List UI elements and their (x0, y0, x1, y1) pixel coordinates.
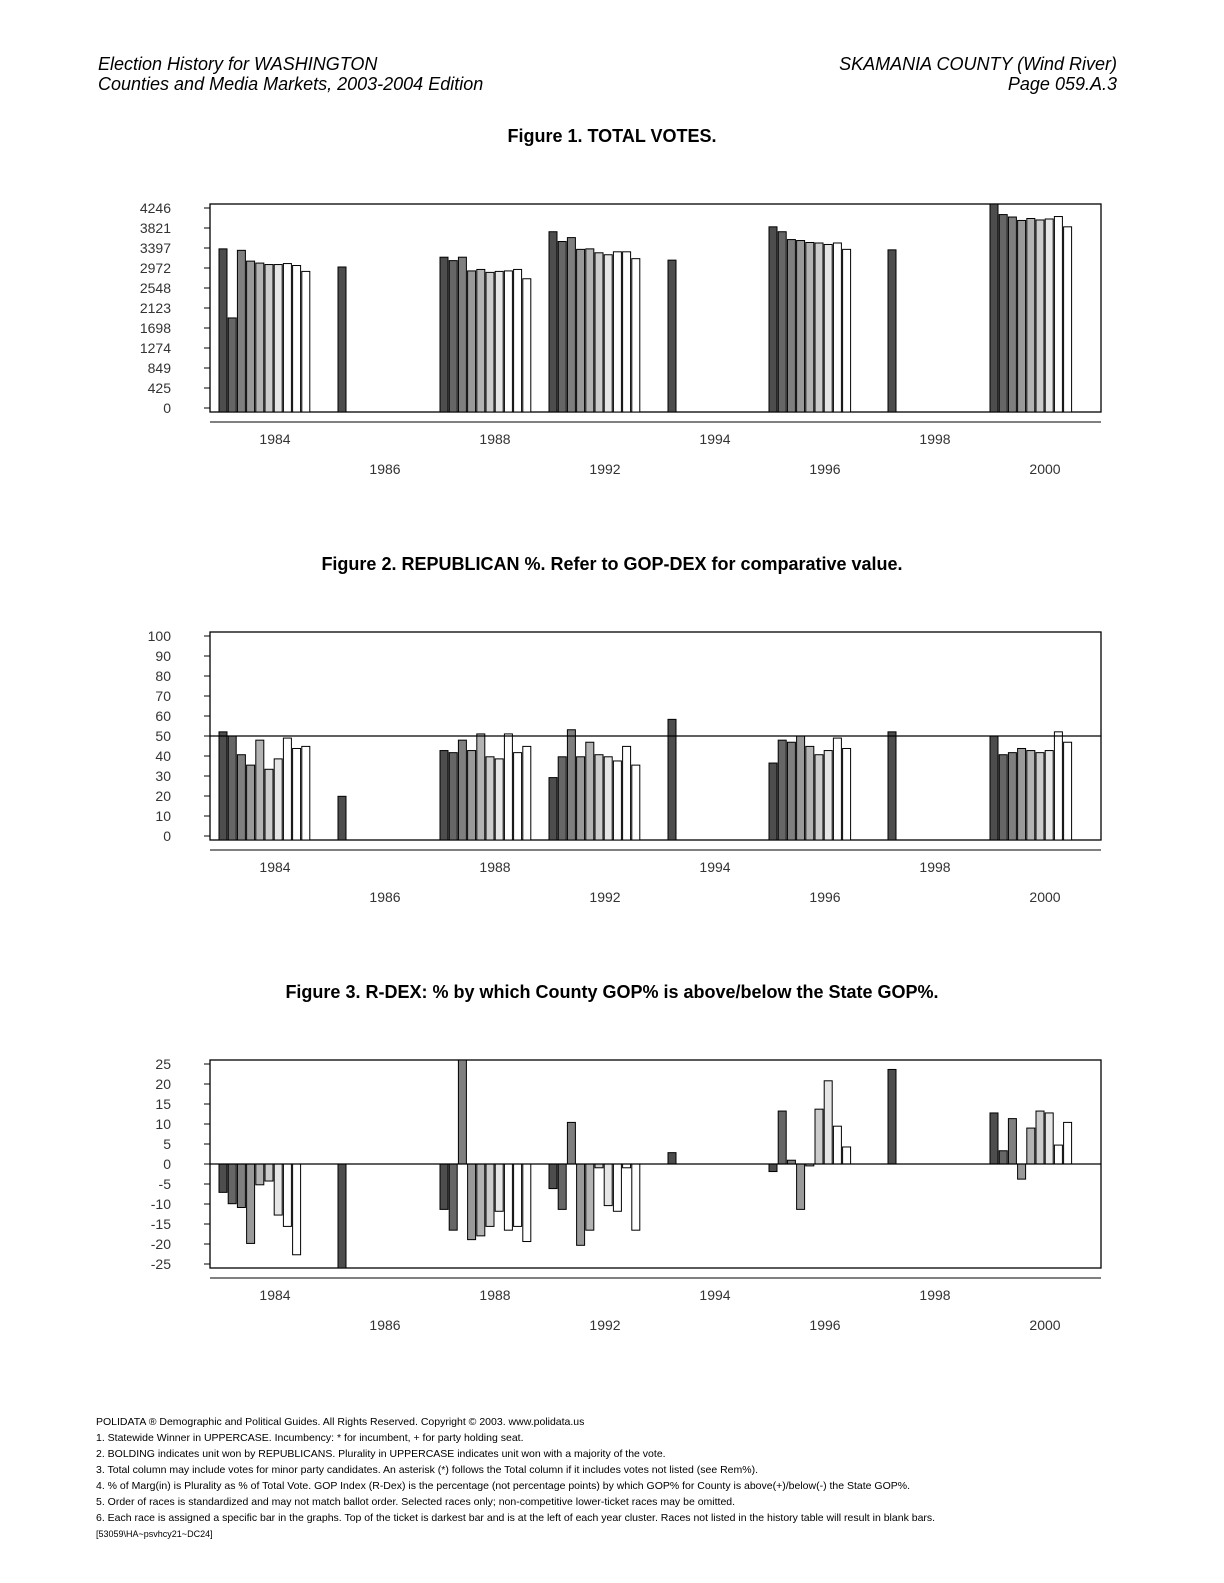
bar-1984 (283, 738, 291, 840)
bar-1996 (833, 243, 841, 412)
y-tick-label: -15 (150, 1216, 171, 1232)
bar-1994 (668, 1153, 676, 1164)
footer-notes (96, 1414, 935, 1542)
bar-1988 (514, 753, 522, 840)
bar-1992 (558, 1164, 566, 1209)
bar-1988 (523, 746, 531, 840)
bar-1984 (228, 1164, 236, 1204)
bar-1992 (595, 755, 603, 840)
bar-2000 (1027, 1128, 1035, 1164)
bar-1988 (486, 272, 494, 412)
bar-1988 (477, 269, 485, 412)
bar-1984 (265, 769, 273, 840)
y-tick-label: 1698 (139, 320, 171, 336)
bar-1992 (632, 1164, 640, 1230)
bar-1996 (843, 249, 851, 412)
y-tick-label: 2548 (139, 280, 171, 296)
bar-1984 (265, 1164, 273, 1181)
bar-1988 (495, 759, 503, 840)
bar-1988 (458, 257, 466, 412)
bar-2000 (1008, 753, 1016, 840)
bar-1992 (586, 742, 594, 840)
x-tick-label: 1996 (809, 1317, 841, 1333)
x-tick-label: 1994 (699, 1287, 731, 1303)
y-tick-label: 100 (147, 628, 171, 644)
x-tick-label: 1984 (259, 1287, 291, 1303)
bar-1988 (458, 740, 466, 840)
bar-1984 (274, 265, 282, 412)
y-tick-label: 3397 (139, 240, 171, 256)
bar-1988 (449, 261, 457, 412)
bar-1988 (504, 1164, 512, 1230)
bar-1988 (514, 1164, 522, 1226)
bar-1998 (888, 1069, 896, 1164)
bar-2000 (1036, 220, 1044, 412)
y-tick-label: 70 (155, 688, 171, 704)
bar-1996 (833, 1126, 841, 1164)
bar-1984 (247, 1164, 255, 1243)
y-tick-label: 2972 (139, 260, 171, 276)
bar-2000 (1054, 1145, 1062, 1164)
footer-line: 1. Statewide Winner in UPPERCASE. Incumbency: * for incumbent, + for party holding seat. (96, 1432, 524, 1444)
bar-1988 (458, 1060, 466, 1164)
bar-1996 (787, 240, 795, 412)
y-tick-label: 30 (155, 768, 171, 784)
footer-line: POLIDATA ® Demographic and Political Guides. All Rights Reserved. Copyright © 2003. www.polidata.us (96, 1416, 585, 1428)
bar-2000 (990, 736, 998, 840)
bar-2000 (1064, 227, 1072, 412)
x-tick-label: 1986 (369, 461, 401, 477)
bar-2000 (1018, 748, 1026, 840)
bar-1992 (595, 253, 603, 412)
bar-1992 (613, 252, 621, 412)
bar-1996 (843, 1147, 851, 1164)
bar-1984 (228, 736, 236, 840)
bar-1992 (632, 765, 640, 840)
bar-1998 (888, 732, 896, 840)
bar-1992 (577, 249, 585, 412)
bar-1998 (888, 250, 896, 412)
bar-1996 (769, 1164, 777, 1172)
y-tick-label: 3821 (139, 220, 171, 236)
y-tick-label: 15 (155, 1096, 171, 1112)
bar-1992 (549, 232, 557, 412)
bar-1984 (228, 318, 236, 412)
header-page: Page 059.A.3 (1007, 74, 1117, 94)
bar-2000 (1018, 1164, 1026, 1179)
bar-1996 (815, 243, 823, 412)
y-tick-label: 10 (155, 1116, 171, 1132)
bar-2000 (999, 215, 1007, 412)
bar-1992 (567, 238, 575, 412)
bar-1988 (486, 1164, 494, 1226)
bar-1992 (567, 730, 575, 840)
x-tick-label: 1988 (479, 431, 511, 447)
y-tick-label: 0 (163, 1156, 171, 1172)
bar-1988 (468, 1164, 476, 1240)
bar-1992 (613, 1164, 621, 1211)
bar-1988 (523, 1164, 531, 1242)
bar-1996 (806, 746, 814, 840)
y-tick-label: 80 (155, 668, 171, 684)
bar-2000 (1045, 751, 1053, 840)
figure-2-title: Figure 2. REPUBLICAN %. Refer to GOP-DEX for comparative value. (321, 554, 903, 574)
figure-1-title: Figure 1. TOTAL VOTES. (507, 126, 717, 146)
y-tick-label: -10 (150, 1196, 171, 1212)
footer-line: 5. Order of races is standardized and may not match ballot order. Selected races only; non-competitive lower-ticket races may be omitted. (96, 1496, 736, 1508)
bar-2000 (1054, 732, 1062, 840)
bar-2000 (990, 204, 998, 412)
header-subtitle: Counties and Media Markets, 2003-2004 Edition (98, 74, 484, 94)
header-title: Election History for WASHINGTON (98, 54, 378, 74)
y-tick-label: 5 (163, 1136, 171, 1152)
bar-1988 (504, 271, 512, 412)
x-tick-label: 1986 (369, 889, 401, 905)
bar-1996 (815, 755, 823, 840)
bar-1996 (806, 243, 814, 412)
x-tick-label: 1992 (589, 889, 621, 905)
bar-1994 (668, 719, 676, 840)
bar-1992 (558, 757, 566, 840)
bar-2000 (1008, 1119, 1016, 1164)
x-tick-label: 1988 (479, 859, 511, 875)
bar-1992 (567, 1122, 575, 1164)
bar-1984 (274, 1164, 282, 1215)
header-right (839, 54, 1117, 94)
y-tick-label: 1274 (139, 340, 171, 356)
bar-1996 (769, 763, 777, 840)
bar-2000 (999, 1151, 1007, 1164)
bar-1992 (549, 778, 557, 840)
y-tick-label: 40 (155, 748, 171, 764)
bar-1986 (338, 267, 346, 412)
y-tick-label: 0 (163, 828, 171, 844)
bar-1986 (338, 796, 346, 840)
x-tick-label: 2000 (1029, 1317, 1061, 1333)
bar-2000 (1045, 1113, 1053, 1164)
bar-1984 (302, 746, 310, 840)
bar-2000 (1008, 217, 1016, 412)
bar-1992 (623, 252, 631, 412)
bar-1996 (797, 1164, 805, 1209)
footer-code: [53059\HA~psvhcy21~DC24] (96, 1529, 213, 1539)
bar-1984 (283, 264, 291, 412)
bar-1992 (613, 761, 621, 840)
bar-1988 (477, 1164, 485, 1236)
bar-1984 (237, 1164, 245, 1207)
x-tick-label: 1998 (919, 431, 951, 447)
x-tick-label: 1986 (369, 1317, 401, 1333)
bar-1984 (237, 250, 245, 412)
x-tick-label: 1988 (479, 1287, 511, 1303)
bar-1984 (293, 748, 301, 840)
bar-1992 (604, 1164, 612, 1206)
bar-1996 (787, 742, 795, 840)
bar-1992 (604, 255, 612, 412)
bar-1988 (486, 757, 494, 840)
bar-1988 (477, 734, 485, 840)
x-tick-label: 1984 (259, 431, 291, 447)
x-tick-label: 1998 (919, 1287, 951, 1303)
y-tick-label: 0 (163, 400, 171, 416)
bar-1988 (449, 753, 457, 840)
header-county: SKAMANIA COUNTY (Wind River) (839, 54, 1117, 74)
bar-1996 (797, 736, 805, 840)
bar-1984 (293, 1164, 301, 1255)
bar-1988 (440, 1164, 448, 1209)
bar-1984 (283, 1164, 291, 1226)
bar-1984 (219, 732, 227, 840)
y-tick-label: 25 (155, 1056, 171, 1072)
y-tick-label: 10 (155, 808, 171, 824)
y-tick-label: 20 (155, 788, 171, 804)
footer-line: 3. Total column may include votes for minor party candidates. An asterisk (*) follows the Total column if it includes votes not listed (see Rem%). (96, 1464, 758, 1476)
bar-1992 (577, 757, 585, 840)
republican-percent-chart (0, 618, 1224, 918)
bar-2000 (1064, 742, 1072, 840)
bar-2000 (999, 755, 1007, 840)
bar-2000 (1036, 753, 1044, 840)
header-left (98, 54, 483, 94)
bar-1996 (778, 232, 786, 412)
r-dex-chart (0, 1046, 1224, 1346)
bar-2000 (1027, 751, 1035, 840)
bar-1988 (440, 257, 448, 412)
bar-1988 (504, 734, 512, 840)
bar-1988 (495, 1164, 503, 1211)
bar-2000 (1018, 220, 1026, 412)
bar-1984 (256, 263, 264, 412)
bar-1988 (468, 751, 476, 840)
bar-2000 (1054, 217, 1062, 412)
bar-1996 (815, 1109, 823, 1164)
bar-1988 (495, 271, 503, 412)
bar-1996 (778, 1111, 786, 1164)
y-tick-label: -20 (150, 1236, 171, 1252)
figure-3-title: Figure 3. R-DEX: % by which County GOP% is above/below the State GOP%. (285, 982, 939, 1002)
bar-1992 (586, 249, 594, 412)
bar-1992 (623, 746, 631, 840)
bar-1992 (577, 1164, 585, 1245)
bar-2000 (990, 1113, 998, 1164)
footer-line: 2. BOLDING indicates unit won by REPUBLICANS. Plurality in UPPERCASE indicates unit won with a majority of the vote. (96, 1448, 666, 1460)
bar-2000 (1036, 1111, 1044, 1164)
bar-1992 (558, 242, 566, 412)
total-votes-chart (0, 190, 1224, 490)
bar-1996 (797, 241, 805, 412)
x-tick-label: 1998 (919, 859, 951, 875)
bar-1984 (302, 271, 310, 412)
bar-1992 (549, 1164, 557, 1189)
bar-1996 (824, 1081, 832, 1164)
bar-1988 (523, 279, 531, 412)
bar-2000 (1027, 219, 1035, 412)
y-tick-label: 2123 (139, 300, 171, 316)
x-tick-label: 1994 (699, 859, 731, 875)
y-tick-label: 20 (155, 1076, 171, 1092)
footer-line: 4. % of Marg(in) is Plurality as % of Total Vote. GOP Index (R-Dex) is the percentage (not percentage points) by which GOP% for County is above(+)/below(-) the State GOP%. (96, 1480, 911, 1492)
bar-1994 (668, 260, 676, 412)
y-tick-label: 50 (155, 728, 171, 744)
x-tick-label: 2000 (1029, 461, 1061, 477)
bar-1996 (833, 738, 841, 840)
bar-1984 (256, 1164, 264, 1185)
y-tick-label: 4246 (139, 200, 171, 216)
bar-1984 (219, 249, 227, 412)
bar-2000 (1045, 219, 1053, 412)
bar-1984 (219, 1164, 227, 1192)
bar-1984 (256, 740, 264, 840)
bar-1988 (440, 751, 448, 840)
y-tick-label: 60 (155, 708, 171, 724)
x-tick-label: 1992 (589, 461, 621, 477)
x-tick-label: 1996 (809, 889, 841, 905)
bar-1984 (265, 265, 273, 412)
x-tick-label: 1996 (809, 461, 841, 477)
bar-1996 (769, 227, 777, 412)
x-tick-label: 2000 (1029, 889, 1061, 905)
bar-1988 (468, 271, 476, 412)
bar-1996 (824, 751, 832, 840)
bar-2000 (1064, 1122, 1072, 1164)
bar-1992 (586, 1164, 594, 1230)
y-tick-label: 849 (147, 360, 171, 376)
bar-1988 (514, 269, 522, 412)
bar-1984 (237, 755, 245, 840)
footer-line: 6. Each race is assigned a specific bar in the graphs. Top of the ticket is darkest bar and is at the left of each year cluster. Races not listed in the history table will result in blank bars. (96, 1512, 936, 1524)
x-tick-label: 1994 (699, 431, 731, 447)
bar-1992 (632, 259, 640, 412)
bar-1984 (293, 266, 301, 412)
bar-1988 (449, 1164, 457, 1230)
x-tick-label: 1984 (259, 859, 291, 875)
bar-1984 (247, 765, 255, 840)
y-tick-label: -25 (150, 1256, 171, 1272)
bar-1992 (604, 757, 612, 840)
y-tick-label: -5 (158, 1176, 171, 1192)
bar-1996 (824, 244, 832, 412)
bar-1996 (843, 748, 851, 840)
x-tick-label: 1992 (589, 1317, 621, 1333)
bar-1984 (274, 759, 282, 840)
bar-1986 (338, 1164, 346, 1268)
y-tick-label: 425 (147, 380, 171, 396)
y-tick-label: 90 (155, 648, 171, 664)
bar-1984 (247, 261, 255, 412)
bar-1996 (778, 740, 786, 840)
